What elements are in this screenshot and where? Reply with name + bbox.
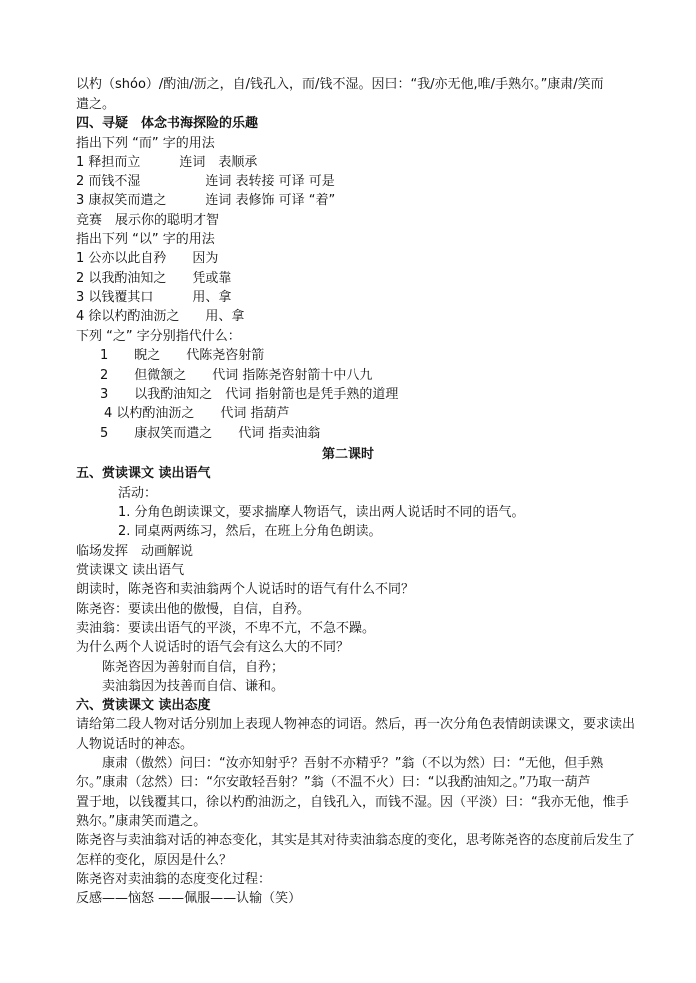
text-line: 请给第二段人物对话分别加上表现人物神态的词语。然后，再一次分角色表情朗读课文，要求读出 bbox=[76, 717, 636, 732]
text-line: 指出下列 “而” 字的用法 bbox=[76, 136, 215, 151]
list-item: 3 康叔笑而遣之 连词 表修饰 可译 “着” bbox=[76, 193, 336, 208]
text-line: 指出下列 “以” 字的用法 bbox=[76, 232, 215, 247]
text-line: 卖油翁因为技善而自信、谦和。 bbox=[102, 679, 285, 694]
section-heading: 六、赏读课文 读出态度 bbox=[76, 698, 211, 713]
section-heading: 五、赏读课文 读出语气 bbox=[76, 466, 211, 481]
text-line: 为什么两个人说话时的语气会有这么大的不同？ bbox=[76, 640, 350, 655]
list-item: 3 以钱覆其口 用、拿 bbox=[76, 290, 232, 305]
text-line: 赏读课文 读出语气 bbox=[76, 563, 185, 578]
list-item: 1 公亦以此自矜 因为 bbox=[76, 251, 219, 266]
text-line: 熟尔。”康肃笑而遣之。 bbox=[76, 814, 207, 829]
list-item: 2. 同桌两两练习，然后，在班上分角色朗读。 bbox=[118, 524, 382, 539]
text-line: 陈尧咨与卖油翁对话的神态变化，其实是其对待卖油翁态度的变化，思考陈尧咨的态度前后发生了 bbox=[76, 833, 636, 848]
lesson-title: 第二课时 bbox=[322, 447, 375, 462]
text-line: 活动： bbox=[118, 486, 158, 501]
list-item: 2 但微颔之 代词 指陈尧咨射箭十中八九 bbox=[100, 368, 373, 383]
text-line: 下列 “之” 字分别指代什么： bbox=[76, 329, 241, 344]
text-line: 竞赛 展示你的聪明才智 bbox=[76, 213, 220, 228]
list-item: 1. 分角色朗读课文，要求揣摩人物语气，读出两人说话时不同的语气。 bbox=[118, 505, 525, 520]
text-line: 陈尧咨因为善射而自信，自矜； bbox=[102, 660, 285, 675]
list-item: 2 以我酌油知之 凭或靠 bbox=[76, 271, 232, 286]
text-line: 人物说话时的神态。 bbox=[76, 737, 194, 752]
text-line: 尔。”康肃（忿然）曰：“尔安敢轻吾射？”翁（不温不火）曰：“以我酌油知之。”乃取一葫芦 bbox=[76, 775, 591, 790]
text-line: 怎样的变化，原因是什么？ bbox=[76, 853, 233, 868]
text-line: 遣之。 bbox=[76, 97, 116, 112]
text-line: 康肃（傲然）问曰：“汝亦知射乎？吾射不亦精乎？”翁（不以为然）曰：“无他，但手熟 bbox=[102, 756, 604, 771]
text-line: 陈尧咨：要读出他的傲慢，自信，自矜。 bbox=[76, 602, 311, 617]
text-line: 陈尧咨对卖油翁的态度变化过程： bbox=[76, 872, 272, 887]
text-line: 置于地，以钱覆其口，徐以杓酌油沥之，自钱孔入，而钱不湿。因（平淡）曰：“我亦无他，惟手 bbox=[76, 795, 629, 810]
text-line: 卖油翁：要读出语气的平淡，不卑不亢，不急不躁。 bbox=[76, 621, 376, 636]
list-item: 5 康叔笑而遣之 代词 指卖油翁 bbox=[100, 426, 321, 441]
section-heading: 四、寻疑 体念书海探险的乐趣 bbox=[76, 116, 259, 131]
text-line: 以杓（shóo）/酌油/沥之，自/钱孔入，而/钱不湿。因曰：“我/亦无他,唯/手熟尔。”康肃/笑而 bbox=[76, 77, 604, 92]
list-item: 4 徐以杓酌油沥之 用、拿 bbox=[76, 309, 245, 324]
text-line: 反感——恼怒 ——佩服——认输（笑） bbox=[76, 891, 302, 906]
list-item: 1 释担而立 连词 表顺承 bbox=[76, 155, 258, 170]
text-line: 临场发挥 动画解说 bbox=[76, 544, 194, 559]
list-item: 1 睨之 代陈尧咨射箭 bbox=[100, 348, 265, 363]
list-item: 4 以杓酌油沥之 代词 指葫芦 bbox=[104, 406, 290, 421]
list-item: 2 而钱不湿 连词 表转接 可译 可是 bbox=[76, 174, 335, 189]
text-line: 朗读时，陈尧咨和卖油翁两个人说话时的语气有什么不同？ bbox=[76, 582, 415, 597]
list-item: 3 以我酌油知之 代词 指射箭也是凭手熟的道理 bbox=[100, 387, 399, 402]
